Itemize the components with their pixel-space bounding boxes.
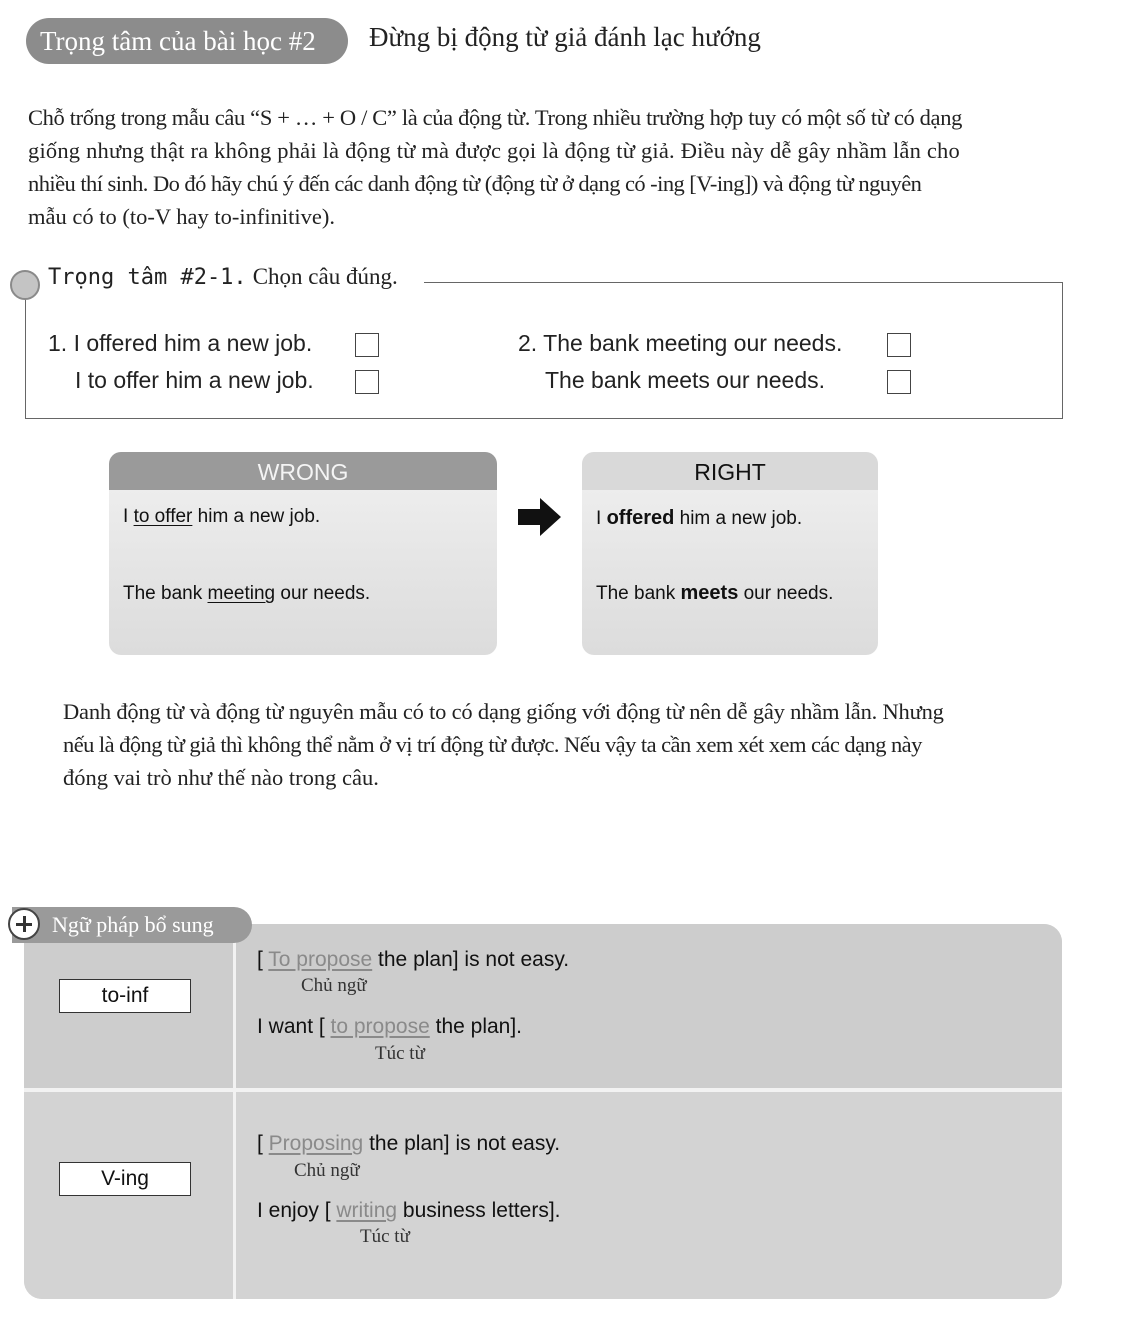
grammar-label-v-ing: V-ing <box>59 1162 191 1196</box>
exercise-heading <box>48 264 408 290</box>
explanation-line: nếu là động từ giả thì không thể nằm ở vị trí động từ được. Nếu vậy ta cần xem xét xem các dạng này <box>63 732 922 757</box>
incorrect-verb: meeting <box>207 583 276 604</box>
correct-verb: meets <box>680 582 739 604</box>
right-panel-title: RIGHT <box>582 452 878 490</box>
sentence-text: him a new job. <box>192 506 321 527</box>
example-text: the plan] is not easy. <box>372 948 570 971</box>
question-number: 2. <box>518 330 538 356</box>
question-1-option-a <box>48 330 312 357</box>
exercise-instruction: Chọn câu đúng. <box>252 264 398 289</box>
example-text: [ <box>257 1132 269 1155</box>
option-text: The bank meeting our needs. <box>543 330 843 356</box>
circle-bullet-icon <box>10 270 40 300</box>
exercise-label: Trọng tâm #2-1. <box>48 265 247 290</box>
right-sentence-2 <box>596 582 833 605</box>
q1-option-a-checkbox[interactable] <box>355 333 379 357</box>
example-text: business letters]. <box>397 1199 561 1222</box>
intro-line: nhiều thí sinh. Do đó hãy chú ý đến các danh động từ (động từ ở dạng có -ing [V-ing]) và động từ nguyên <box>28 171 922 196</box>
sentence-text: I <box>123 506 134 527</box>
sentence-text: him a new job. <box>674 508 803 529</box>
q1-option-b-checkbox[interactable] <box>355 370 379 394</box>
arrow-right-icon <box>518 498 562 536</box>
plus-icon <box>8 908 40 940</box>
option-text: I offered him a new job. <box>73 330 313 356</box>
grammar-role-note: Chủ ngữ <box>301 975 367 996</box>
lesson-badge: Trọng tâm của bài học #2 <box>26 18 348 64</box>
sentence-text: The bank <box>123 583 208 604</box>
intro-line: mẫu có to (to-V hay to-infinitive). <box>28 204 336 229</box>
example-text: the plan]. <box>429 1015 523 1038</box>
explanation-line: đóng vai trò như thế nào trong câu. <box>63 765 379 790</box>
sentence-text: The bank <box>596 583 681 604</box>
grammar-role-note: Túc từ <box>375 1043 425 1064</box>
grammar-example <box>257 1132 560 1156</box>
incorrect-verb: to offer <box>133 506 193 527</box>
wrong-panel-title: WRONG <box>109 452 497 490</box>
intro-line: giống nhưng thật ra không phải là động từ mà được gọi là động từ giả. Điều này dễ gây nhầm lẫn cho <box>28 138 960 163</box>
wrong-panel <box>109 452 497 655</box>
sentence-text: our needs. <box>738 583 834 604</box>
grammar-example <box>257 948 569 972</box>
example-text: the plan] is not easy. <box>363 1132 561 1155</box>
grammar-supplement-tab: Ngữ pháp bổ sung <box>12 907 252 943</box>
sentence-text: I <box>596 508 607 529</box>
exercise-top-rule <box>424 282 1063 283</box>
right-sentence-1 <box>596 507 802 530</box>
highlighted-form: writing <box>336 1199 398 1222</box>
question-2-option-b: The bank meets our needs. <box>545 367 825 393</box>
grammar-label-to-inf: to-inf <box>59 979 191 1013</box>
example-text: [ <box>257 948 269 971</box>
column-divider <box>233 924 236 1299</box>
highlighted-form: To propose <box>268 948 373 971</box>
highlighted-form: to propose <box>330 1015 430 1038</box>
right-panel <box>582 452 878 655</box>
example-text: I want [ <box>257 1015 331 1038</box>
wrong-sentence-1 <box>123 506 320 528</box>
correct-verb: offered <box>606 507 675 529</box>
grammar-role-note: Túc từ <box>360 1226 410 1247</box>
highlighted-form: Proposing <box>268 1132 364 1155</box>
question-1-option-b: I to offer him a new job. <box>75 367 314 393</box>
lesson-title: Đừng bị động từ giả đánh lạc hướng <box>369 22 761 52</box>
explanation-paragraph <box>63 695 1063 794</box>
intro-paragraph <box>28 101 1064 233</box>
sentence-text: our needs. <box>275 583 371 604</box>
question-2-option-a <box>518 330 842 357</box>
q2-option-b-checkbox[interactable] <box>887 370 911 394</box>
grammar-example <box>257 1015 522 1039</box>
wrong-sentence-2 <box>123 583 370 605</box>
example-text: I enjoy [ <box>257 1199 337 1222</box>
intro-line: Chỗ trống trong mẫu câu “S + … + O / C” là của động từ. Trong nhiều trường hợp tuy có một số từ có dạng <box>28 105 962 130</box>
question-number: 1. <box>48 330 68 356</box>
grammar-role-note: Chủ ngữ <box>294 1160 360 1181</box>
q2-option-a-checkbox[interactable] <box>887 333 911 357</box>
row-divider <box>24 1088 1062 1092</box>
grammar-example <box>257 1199 560 1223</box>
explanation-line: Danh động từ và động từ nguyên mẫu có to có dạng giống với động từ nên dễ gây nhầm lẫn. Nhưng <box>63 699 944 724</box>
